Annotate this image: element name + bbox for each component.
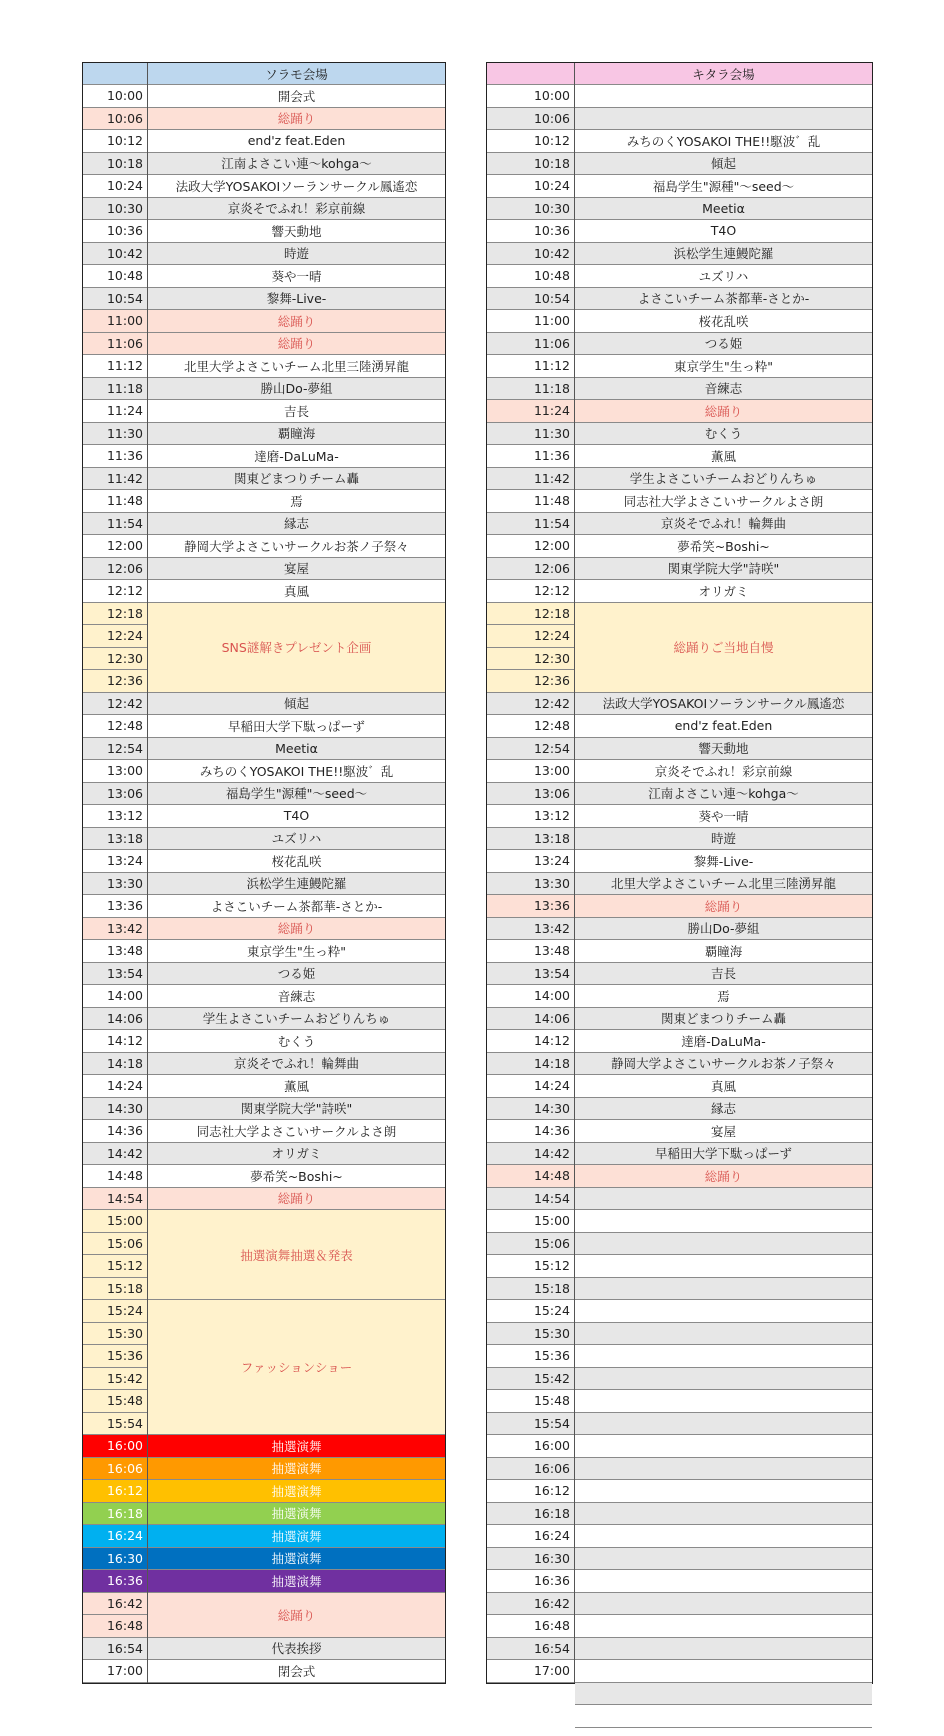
program-cell: 響天動地 — [148, 220, 445, 243]
program-cell: むくう — [148, 1030, 445, 1053]
program-cell: Meetiα — [575, 198, 872, 221]
program-cell — [575, 1368, 872, 1391]
program-cell: 代表挨拶 — [148, 1638, 445, 1661]
program-cell: 北里大学よさこいチーム北里三陸湧昇龍 — [148, 355, 445, 378]
program-cell — [575, 1300, 872, 1323]
program-cell: 静岡大学よさこいサークルお茶ノ子祭々 — [575, 1053, 872, 1076]
time-cell: 15:36 — [487, 1345, 574, 1368]
time-cell: 14:48 — [487, 1165, 574, 1188]
program-cell: みちのくYOSAKOI THE!!駆波゛乱 — [575, 130, 872, 153]
time-cell: 11:42 — [83, 468, 147, 491]
time-cell: 15:30 — [487, 1323, 574, 1346]
program-cell: むくう — [575, 423, 872, 446]
program-cell — [575, 1345, 872, 1368]
time-cell: 12:30 — [83, 648, 147, 671]
program-cell: オリガミ — [148, 1143, 445, 1166]
time-cell: 16:06 — [83, 1458, 147, 1481]
time-cell: 11:48 — [83, 490, 147, 513]
time-cell: 13:30 — [487, 873, 574, 896]
time-cell: 11:54 — [83, 513, 147, 536]
time-cell: 11:24 — [83, 400, 147, 423]
time-cell: 12:30 — [487, 648, 574, 671]
program-cell — [575, 1210, 872, 1233]
time-cell: 14:12 — [83, 1030, 147, 1053]
program-cell — [575, 1413, 872, 1436]
time-cell: 15:18 — [487, 1278, 574, 1301]
time-cell: 13:54 — [487, 963, 574, 986]
program-cell: 総踊りご当地自慢 — [575, 603, 872, 693]
program-cell: 早稲田大学下駄っぱーず — [148, 715, 445, 738]
time-cell: 11:36 — [487, 445, 574, 468]
program-cell — [575, 1233, 872, 1256]
time-cell: 15:24 — [83, 1300, 147, 1323]
program-cell — [575, 1480, 872, 1503]
time-cell: 15:12 — [83, 1255, 147, 1278]
time-cell: 17:00 — [83, 1660, 147, 1683]
time-cell: 13:42 — [487, 918, 574, 941]
program-cell: 縁志 — [575, 1098, 872, 1121]
program-cell: 関東どまつりチーム轟 — [148, 468, 445, 491]
time-cell: 12:48 — [83, 715, 147, 738]
time-cell: 15:48 — [487, 1390, 574, 1413]
kitara-venue-table — [486, 62, 873, 1684]
program-cell — [575, 1323, 872, 1346]
program-cell — [575, 85, 872, 108]
program-cell: T4O — [148, 805, 445, 828]
time-cell: 16:42 — [83, 1593, 147, 1616]
program-cell: 関東学院大学"詩咲" — [575, 558, 872, 581]
time-cell: 15:54 — [83, 1413, 147, 1436]
program-cell — [575, 1458, 872, 1481]
time-cell: 14:12 — [487, 1030, 574, 1053]
time-cell: 16:00 — [487, 1435, 574, 1458]
program-cell: 桜花乱咲 — [148, 850, 445, 873]
program-cell: 真風 — [575, 1075, 872, 1098]
program-cell — [575, 1683, 872, 1706]
time-cell: 12:00 — [83, 535, 147, 558]
program-cell: 黎舞-Live- — [148, 288, 445, 311]
time-cell: 13:12 — [487, 805, 574, 828]
time-cell: 13:36 — [83, 895, 147, 918]
time-cell: 13:54 — [83, 963, 147, 986]
program-cell: 勝山Do-夢組 — [148, 378, 445, 401]
program-cell: 総踊り — [148, 1188, 445, 1211]
time-cell: 10:06 — [83, 108, 147, 131]
time-cell: 15:00 — [83, 1210, 147, 1233]
program-cell — [575, 1660, 872, 1683]
program-cell: よさこいチーム茶都華-さとか- — [148, 895, 445, 918]
time-cell: 16:36 — [83, 1570, 147, 1593]
program-cell: 時遊 — [148, 243, 445, 266]
time-cell: 12:54 — [487, 738, 574, 761]
program-cell: 関東学院大学"詩咲" — [148, 1098, 445, 1121]
time-cell: 14:18 — [487, 1053, 574, 1076]
program-cell — [575, 1525, 872, 1548]
time-cell: 15:42 — [83, 1368, 147, 1391]
program-cell: ユズリハ — [575, 265, 872, 288]
program-cell — [575, 1435, 872, 1458]
time-cell: 13:36 — [487, 895, 574, 918]
time-cell: 16:12 — [83, 1480, 147, 1503]
time-cell: 10:24 — [83, 175, 147, 198]
program-cell: 音練志 — [148, 985, 445, 1008]
program-cell: ユズリハ — [148, 828, 445, 851]
program-cell: 薫風 — [575, 445, 872, 468]
time-cell: 10:36 — [83, 220, 147, 243]
program-cell — [575, 1503, 872, 1526]
program-cell: 同志社大学よさこいサークルよさ朗 — [148, 1120, 445, 1143]
program-cell: 時遊 — [575, 828, 872, 851]
program-cell: ファッションショー — [148, 1300, 445, 1435]
program-cell: 閉会式 — [148, 1660, 445, 1683]
program-cell: SNS謎解きプレゼント企画 — [148, 603, 445, 693]
time-cell: 13:00 — [487, 760, 574, 783]
program-cell: 抽選演舞 — [148, 1548, 445, 1571]
program-cell: 総踊り — [575, 1165, 872, 1188]
time-cell: 15:54 — [487, 1413, 574, 1436]
program-cell: 達磨-DaLuMa- — [148, 445, 445, 468]
program-cell — [575, 108, 872, 131]
program-cell: 黎舞-Live- — [575, 850, 872, 873]
program-cell: 総踊り — [148, 1593, 445, 1638]
time-cell: 16:48 — [487, 1615, 574, 1638]
program-cell: 江南よさこい連〜kohga〜 — [575, 783, 872, 806]
time-cell: 10:30 — [487, 198, 574, 221]
time-cell: 12:06 — [83, 558, 147, 581]
program-cell: 静岡大学よさこいサークルお茶ノ子祭々 — [148, 535, 445, 558]
program-cell: 学生よさこいチームおどりんちゅ — [148, 1008, 445, 1031]
time-cell: 14:18 — [83, 1053, 147, 1076]
program-cell — [575, 1188, 872, 1211]
time-cell: 16:36 — [487, 1570, 574, 1593]
program-cell: 京炎そでふれ！輪舞曲 — [148, 1053, 445, 1076]
time-cell: 15:42 — [487, 1368, 574, 1391]
program-cell: 総踊り — [148, 333, 445, 356]
time-cell: 14:00 — [83, 985, 147, 1008]
time-cell: 13:24 — [83, 850, 147, 873]
time-cell: 14:36 — [83, 1120, 147, 1143]
program-cell: 傾起 — [148, 693, 445, 716]
time-cell: 10:18 — [83, 153, 147, 176]
time-cell: 11:30 — [83, 423, 147, 446]
time-cell: 16:18 — [487, 1503, 574, 1526]
time-cell: 16:06 — [487, 1458, 574, 1481]
program-cell: 音練志 — [575, 378, 872, 401]
time-cell: 11:18 — [83, 378, 147, 401]
program-column — [575, 63, 872, 1683]
program-cell: 関東どまつりチーム轟 — [575, 1008, 872, 1031]
time-cell: 16:24 — [83, 1525, 147, 1548]
program-cell: 開会式 — [148, 85, 445, 108]
program-cell: よさこいチーム茶都華-さとか- — [575, 288, 872, 311]
time-cell: 11:30 — [487, 423, 574, 446]
time-cell: 10:24 — [487, 175, 574, 198]
time-cell: 15:18 — [83, 1278, 147, 1301]
program-cell: 京炎そでふれ！彩京前線 — [575, 760, 872, 783]
time-cell: 15:36 — [83, 1345, 147, 1368]
time-cell: 10:30 — [83, 198, 147, 221]
program-cell — [575, 1705, 872, 1728]
time-cell: 15:00 — [487, 1210, 574, 1233]
program-cell: 吉長 — [148, 400, 445, 423]
program-cell: 響天動地 — [575, 738, 872, 761]
program-cell: 抽選演舞 — [148, 1525, 445, 1548]
program-cell: 法政大学YOSAKOIソーランサークル鳳遙恋 — [575, 693, 872, 716]
time-cell: 11:12 — [487, 355, 574, 378]
time-cell: 10:00 — [487, 85, 574, 108]
program-cell — [575, 1593, 872, 1616]
time-cell: 14:42 — [487, 1143, 574, 1166]
time-cell: 12:42 — [83, 693, 147, 716]
program-cell: 福島学生"源種"〜seed〜 — [148, 783, 445, 806]
time-cell: 17:00 — [487, 1660, 574, 1683]
program-cell: 桜花乱咲 — [575, 310, 872, 333]
time-cell: 13:30 — [83, 873, 147, 896]
program-cell: 抽選演舞 — [148, 1458, 445, 1481]
time-column — [487, 63, 575, 1683]
time-cell: 13:00 — [83, 760, 147, 783]
program-cell: 東京学生"生っ粋" — [148, 940, 445, 963]
time-cell: 11:00 — [83, 310, 147, 333]
program-cell: 覇瞳海 — [575, 940, 872, 963]
time-cell: 12:12 — [83, 580, 147, 603]
program-cell: 京炎そでふれ！輪舞曲 — [575, 513, 872, 536]
time-cell: 15:06 — [487, 1233, 574, 1256]
time-cell: 12:18 — [487, 603, 574, 626]
program-cell: 東京学生"生っ粋" — [575, 355, 872, 378]
time-cell: 15:30 — [83, 1323, 147, 1346]
time-cell: 12:00 — [487, 535, 574, 558]
time-cell: 12:42 — [487, 693, 574, 716]
program-cell: 江南よさこい連〜kohga〜 — [148, 153, 445, 176]
program-cell — [575, 1390, 872, 1413]
time-cell: 13:06 — [83, 783, 147, 806]
time-cell: 10:48 — [83, 265, 147, 288]
program-cell: 縁志 — [148, 513, 445, 536]
time-cell: 16:54 — [487, 1638, 574, 1661]
program-cell: 焉 — [575, 985, 872, 1008]
time-header-cell — [487, 63, 574, 85]
program-cell: 焉 — [148, 490, 445, 513]
time-cell: 11:42 — [487, 468, 574, 491]
program-cell: 夢希笑~Boshi~ — [575, 535, 872, 558]
program-cell: 法政大学YOSAKOIソーランサークル鳳遙恋 — [148, 175, 445, 198]
program-cell: 抽選演舞 — [148, 1435, 445, 1458]
program-cell — [575, 1570, 872, 1593]
program-cell: つる姫 — [575, 333, 872, 356]
time-cell: 10:18 — [487, 153, 574, 176]
time-cell: 12:12 — [487, 580, 574, 603]
time-cell: 14:30 — [487, 1098, 574, 1121]
program-cell: 吉長 — [575, 963, 872, 986]
program-cell: 総踊り — [148, 310, 445, 333]
program-cell: 宴屋 — [575, 1120, 872, 1143]
program-cell: つる姫 — [148, 963, 445, 986]
time-cell: 11:36 — [83, 445, 147, 468]
time-cell: 14:24 — [83, 1075, 147, 1098]
time-cell: 11:48 — [487, 490, 574, 513]
program-cell: 宴屋 — [148, 558, 445, 581]
time-cell: 13:12 — [83, 805, 147, 828]
time-cell: 10:36 — [487, 220, 574, 243]
program-cell: end'z feat.Eden — [575, 715, 872, 738]
time-cell: 14:36 — [487, 1120, 574, 1143]
time-cell: 10:06 — [487, 108, 574, 131]
program-cell: 同志社大学よさこいサークルよさ朗 — [575, 490, 872, 513]
time-cell: 16:48 — [83, 1615, 147, 1638]
program-cell: T4O — [575, 220, 872, 243]
program-cell: みちのくYOSAKOI THE!!駆波゛乱 — [148, 760, 445, 783]
program-cell: 達磨-DaLuMa- — [575, 1030, 872, 1053]
time-cell: 11:06 — [487, 333, 574, 356]
time-cell: 10:54 — [487, 288, 574, 311]
program-cell: 福島学生"源種"〜seed〜 — [575, 175, 872, 198]
time-cell: 16:12 — [487, 1480, 574, 1503]
program-cell: 夢希笑~Boshi~ — [148, 1165, 445, 1188]
venue-header: ソラモ会場 — [148, 63, 445, 85]
time-cell: 14:06 — [487, 1008, 574, 1031]
time-cell: 10:54 — [83, 288, 147, 311]
time-cell: 10:42 — [83, 243, 147, 266]
program-cell: 抽選演舞 — [148, 1570, 445, 1593]
time-cell: 10:48 — [487, 265, 574, 288]
time-column — [83, 63, 148, 1683]
program-column — [148, 63, 445, 1683]
time-cell: 12:36 — [83, 670, 147, 693]
time-cell: 14:00 — [487, 985, 574, 1008]
program-cell: 総踊り — [575, 400, 872, 423]
time-cell: 12:24 — [487, 625, 574, 648]
time-cell: 16:30 — [487, 1548, 574, 1571]
time-header-cell — [83, 63, 147, 85]
time-cell: 12:54 — [83, 738, 147, 761]
time-cell: 12:48 — [487, 715, 574, 738]
time-cell: 14:42 — [83, 1143, 147, 1166]
time-cell: 12:36 — [487, 670, 574, 693]
program-cell: 早稲田大学下駄っぱーず — [575, 1143, 872, 1166]
program-cell: 薫風 — [148, 1075, 445, 1098]
time-cell: 15:06 — [83, 1233, 147, 1256]
program-cell: 葵や一晴 — [575, 805, 872, 828]
time-cell: 10:12 — [487, 130, 574, 153]
time-cell: 16:30 — [83, 1548, 147, 1571]
time-cell: 16:18 — [83, 1503, 147, 1526]
time-cell: 13:18 — [83, 828, 147, 851]
program-cell: 浜松学生連鰻陀羅 — [148, 873, 445, 896]
time-cell: 10:12 — [83, 130, 147, 153]
program-cell — [575, 1548, 872, 1571]
time-cell: 15:24 — [487, 1300, 574, 1323]
venue-header: キタラ会場 — [575, 63, 872, 85]
time-cell: 13:42 — [83, 918, 147, 941]
program-cell — [575, 1278, 872, 1301]
program-cell: 葵や一晴 — [148, 265, 445, 288]
time-cell: 10:00 — [83, 85, 147, 108]
program-cell: end'z feat.Eden — [148, 130, 445, 153]
program-cell: 総踊り — [148, 108, 445, 131]
program-cell: 学生よさこいチームおどりんちゅ — [575, 468, 872, 491]
time-cell: 14:30 — [83, 1098, 147, 1121]
time-cell: 11:24 — [487, 400, 574, 423]
program-cell: 抽選演舞 — [148, 1480, 445, 1503]
time-cell: 14:06 — [83, 1008, 147, 1031]
program-cell — [575, 1638, 872, 1661]
program-cell: 勝山Do-夢組 — [575, 918, 872, 941]
time-cell: 11:18 — [487, 378, 574, 401]
time-cell: 12:18 — [83, 603, 147, 626]
time-cell: 14:54 — [83, 1188, 147, 1211]
time-cell: 16:24 — [487, 1525, 574, 1548]
program-cell: 北里大学よさこいチーム北里三陸湧昇龍 — [575, 873, 872, 896]
program-cell — [575, 1615, 872, 1638]
time-cell: 14:54 — [487, 1188, 574, 1211]
program-cell — [575, 1255, 872, 1278]
program-cell: 抽選演舞抽選＆発表 — [148, 1210, 445, 1300]
time-cell: 15:48 — [83, 1390, 147, 1413]
time-cell: 16:42 — [487, 1593, 574, 1616]
program-cell: 総踊り — [148, 918, 445, 941]
time-cell: 11:12 — [83, 355, 147, 378]
solamo-venue-table — [82, 62, 446, 1684]
program-cell: オリガミ — [575, 580, 872, 603]
time-cell: 13:48 — [487, 940, 574, 963]
program-cell: 覇瞳海 — [148, 423, 445, 446]
time-cell: 15:12 — [487, 1255, 574, 1278]
program-cell: 傾起 — [575, 153, 872, 176]
time-cell: 13:18 — [487, 828, 574, 851]
time-cell: 11:06 — [83, 333, 147, 356]
time-cell: 14:24 — [487, 1075, 574, 1098]
time-cell: 16:00 — [83, 1435, 147, 1458]
time-cell: 11:54 — [487, 513, 574, 536]
time-cell: 14:48 — [83, 1165, 147, 1188]
time-cell: 16:54 — [83, 1638, 147, 1661]
time-cell: 10:42 — [487, 243, 574, 266]
program-cell: 抽選演舞 — [148, 1503, 445, 1526]
time-cell: 12:06 — [487, 558, 574, 581]
time-cell: 13:48 — [83, 940, 147, 963]
time-cell: 12:24 — [83, 625, 147, 648]
program-cell: 浜松学生連鰻陀羅 — [575, 243, 872, 266]
program-cell: 京炎そでふれ！彩京前線 — [148, 198, 445, 221]
program-cell: 真風 — [148, 580, 445, 603]
program-cell: Meetiα — [148, 738, 445, 761]
time-cell: 13:24 — [487, 850, 574, 873]
time-cell: 13:06 — [487, 783, 574, 806]
program-cell: 総踊り — [575, 895, 872, 918]
time-cell: 11:00 — [487, 310, 574, 333]
